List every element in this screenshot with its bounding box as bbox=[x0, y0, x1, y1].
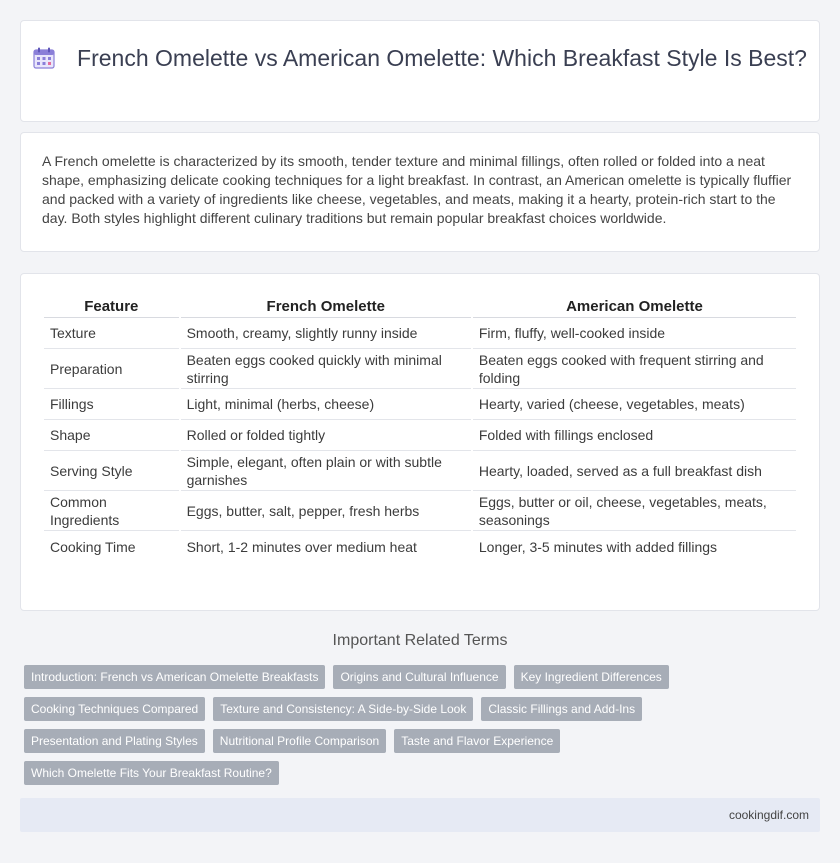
related-tag[interactable]: Taste and Flavor Experience bbox=[394, 729, 560, 753]
tag-row bbox=[24, 665, 724, 689]
related-tag[interactable]: Introduction: French vs American Omelette Breakfasts bbox=[24, 665, 325, 689]
related-tag[interactable]: Classic Fillings and Add-Ins bbox=[481, 697, 642, 721]
feature-cell: Texture bbox=[44, 318, 179, 349]
table-row bbox=[44, 389, 796, 420]
header-card bbox=[20, 20, 820, 122]
tag-row bbox=[24, 729, 724, 753]
footer bbox=[20, 798, 820, 832]
french-cell: Rolled or folded tightly bbox=[181, 420, 471, 451]
related-tag[interactable]: Origins and Cultural Influence bbox=[333, 665, 505, 689]
table-header-row bbox=[44, 296, 796, 318]
table-row bbox=[44, 451, 796, 491]
table-row bbox=[44, 491, 796, 531]
american-cell: Firm, fluffy, well-cooked inside bbox=[473, 318, 796, 349]
related-tag[interactable]: Presentation and Plating Styles bbox=[24, 729, 205, 753]
page-title: French Omelette vs American Omelette: Which Breakfast Style Is Best? bbox=[77, 45, 807, 71]
table-row bbox=[44, 531, 796, 562]
american-cell: Longer, 3-5 minutes with added fillings bbox=[478, 538, 718, 555]
related-tag[interactable]: Which Omelette Fits Your Breakfast Routine? bbox=[24, 761, 279, 785]
related-tag[interactable]: Key Ingredient Differences bbox=[514, 665, 669, 689]
tag-row bbox=[24, 761, 724, 785]
footer-site-link[interactable]: cookingdif.com bbox=[728, 808, 809, 822]
page-title-wrap bbox=[21, 43, 819, 73]
feature-cell: Preparation bbox=[44, 349, 179, 389]
intro-text: A French omelette is characterized by its smooth, tender texture and minimal fillings, often rolled or folded into a neat shape, emphasizing delicate cooking techniques for a light breakfast. In contrast, an American omelette is typically fluffier and packed with a variety of ingredients like cheese, vegetables, and meats, making it a hearty, protein-rich start to the day. Both styles highlight different culinary traditions but remain popular breakfast choices worldwide. bbox=[42, 153, 792, 226]
american-cell: Hearty, loaded, served as a full breakfast dish bbox=[473, 451, 796, 491]
header-feature: Feature bbox=[44, 296, 179, 318]
calendar-icon bbox=[33, 46, 55, 68]
table-row bbox=[44, 420, 796, 451]
related-terms-title: Important Related Terms bbox=[332, 632, 508, 649]
american-cell: Hearty, varied (cheese, vegetables, meats) bbox=[473, 389, 796, 420]
french-cell: Light, minimal (herbs, cheese) bbox=[181, 389, 471, 420]
table-row bbox=[44, 349, 796, 389]
american-cell: Eggs, butter or oil, cheese, vegetables, meats, seasonings bbox=[473, 491, 796, 531]
feature-cell: Serving Style bbox=[44, 451, 179, 491]
tag-row bbox=[24, 697, 724, 721]
related-tag[interactable]: Texture and Consistency: A Side-by-Side Look bbox=[213, 697, 473, 721]
french-cell: Beaten eggs cooked quickly with minimal stirring bbox=[181, 349, 471, 389]
french-cell: Smooth, creamy, slightly runny inside bbox=[181, 318, 471, 349]
feature-cell: Common Ingredients bbox=[44, 491, 179, 531]
french-cell: Eggs, butter, salt, pepper, fresh herbs bbox=[181, 491, 471, 531]
intro-card bbox=[20, 132, 820, 252]
related-tag[interactable]: Nutritional Profile Comparison bbox=[213, 729, 386, 753]
comparison-table-card bbox=[20, 273, 820, 611]
french-cell: Short, 1-2 minutes over medium heat bbox=[186, 538, 417, 555]
feature-cell: Shape bbox=[44, 420, 179, 451]
french-cell: Simple, elegant, often plain or with subtle garnishes bbox=[181, 451, 471, 491]
american-cell: Folded with fillings enclosed bbox=[473, 420, 796, 451]
table-row bbox=[44, 318, 796, 349]
american-cell: Beaten eggs cooked with frequent stirring and folding bbox=[473, 349, 796, 389]
feature-cell: Fillings bbox=[44, 389, 179, 420]
related-tag[interactable]: Cooking Techniques Compared bbox=[24, 697, 205, 721]
header-american: American Omelette bbox=[473, 296, 796, 318]
related-terms-tags bbox=[24, 665, 724, 793]
header-french: French Omelette bbox=[181, 296, 471, 318]
comparison-table bbox=[42, 296, 798, 562]
feature-cell: Cooking Time bbox=[50, 538, 136, 555]
